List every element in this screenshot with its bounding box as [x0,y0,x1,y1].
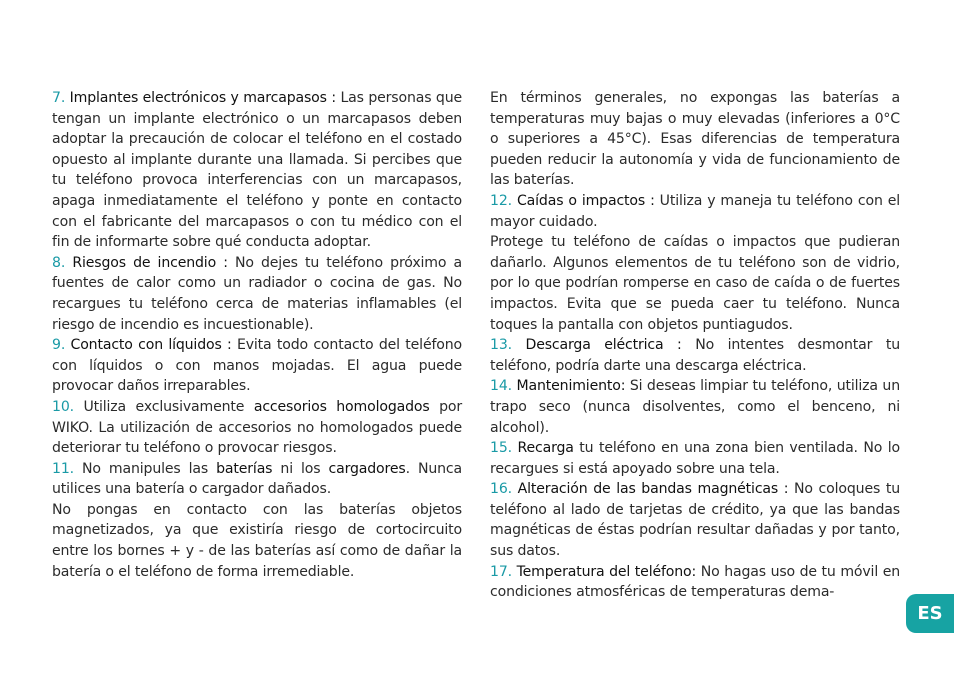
item-11 [52,459,462,500]
item-9 [52,335,462,397]
item-number: 8. [52,254,66,271]
item-number: 15. [490,440,512,457]
item-text-pre: No manipules las [73,460,217,477]
item-text: tu teléfono en una zona bien ventilada. No lo recargues si está apoyado sobre una tela. [490,440,900,477]
item-number: 9. [52,337,66,354]
item-text: No coloques tu teléfono al lado de tarjetas de crédito, ya que las bandas magnéticas de éstas podrían resultar dañadas y por tanto, sus datos. [490,481,900,560]
item-text: Utiliza y maneja tu teléfono con el mayor cuidado. [490,192,900,230]
item-heading: Contacto con líquidos : [70,337,232,354]
item-text: No hagas uso de tu móvil en condiciones atmosféricas de temperaturas dema- [490,563,901,601]
item-heading: accesorios homologados [253,398,430,415]
item-number: 14. [490,378,512,395]
item-text: por WIKO. La utilización de accesorios no homologados puede deteriorar tu teléfono o provocar riesgos. [52,398,462,457]
item-heading: Temperatura del teléfono: [516,563,697,580]
item-16 [490,479,900,561]
right-column [490,88,900,603]
item-11-continued: No pongas en contacto con las baterías objetos magnetizados, ya que existiría riesgo de cortocircuito entre los bornes + y - de las baterías así como de dañar la batería o el teléfono de forma irremediable. [52,501,462,580]
left-column [52,88,462,582]
item-heading-batteries: baterías [216,460,273,477]
item-heading-chargers: cargadores [328,460,406,477]
item-text: . Nunca utilices una batería o cargador dañados. [52,460,462,498]
item-heading: Alteración de las bandas magnéticas : [517,481,789,498]
item-number: 17. [490,563,512,580]
item-text: No intentes desmontar tu teléfono, podría darte una descarga eléctrica. [490,337,900,374]
item-13 [490,335,900,376]
item-text: Si deseas limpiar tu teléfono, utiliza un trapo seco (nunca disolventes, como el benceno, ni alcohol). [490,378,900,436]
item-10 [52,397,462,459]
item-heading: Riesgos de incendio : [72,254,228,271]
item-number: 13. [490,337,512,354]
item-number: 10. [52,398,74,415]
item-text-pre: Utiliza exclusivamente [73,398,254,415]
item-text: No dejes tu teléfono próximo a fuentes de calor como un radiador o cocina de gas. No recargues tu teléfono cerca de materias inflamables (el riesgo de incendio es incuestionable). [52,254,462,333]
item-number: 7. [52,90,66,106]
item-12-continued: Protege tu teléfono de caídas o impactos que pudieran dañarlo. Algunos elementos de tu teléfono son de vidrio, por lo que podrían romperse en caso de caída o de fuertes impactos. Evita que se pueda caer tu teléfono. Nunca toques la pantalla con objetos puntiagudos. [490,234,900,333]
item-heading: Caídas o impactos : [516,192,655,209]
item-text: Las personas que tengan un implante electrónico o un marcapasos deben adoptar la precaución de colocar el teléfono en el costado opuesto al implante durante una llamada. Si percibes que tu teléfono provoca interferencias con un marcapasos, apaga inmediatamente el teléfono y ponte en contacto con el fabricante del marcapasos o con tu médico con el fin de informarte sobre qué conducta adoptar. [52,90,462,251]
item-14 [490,376,900,438]
item-number: 11. [52,460,74,477]
item-8 [52,253,462,335]
item-number: 16. [490,481,512,498]
item-17 [490,562,900,603]
item-heading: Descarga eléctrica : [525,337,682,354]
item-text: Evita todo contacto del teléfono con líquidos o con manos mojadas. El agua puede provocar daños irreparables. [52,337,462,395]
item-heading: Mantenimiento: [516,378,626,395]
battery-temperature-paragraph: En términos generales, no expongas las baterías a temperaturas muy bajas o muy elevadas (inferiores a 0°C o superiores a 45°C). Esas diferencias de temperatura pueden reducir la autonomía y vida de funcionamiento de las baterías. [490,90,900,189]
item-text-mid: ni los [272,460,329,477]
language-tab: ES [906,594,954,633]
item-heading: Recarga [517,440,574,457]
item-15 [490,438,900,479]
item-number: 12. [490,192,512,209]
item-heading: Implantes electrónicos y marcapasos : [69,90,336,106]
item-12 [490,191,900,232]
item-7 [52,88,462,253]
